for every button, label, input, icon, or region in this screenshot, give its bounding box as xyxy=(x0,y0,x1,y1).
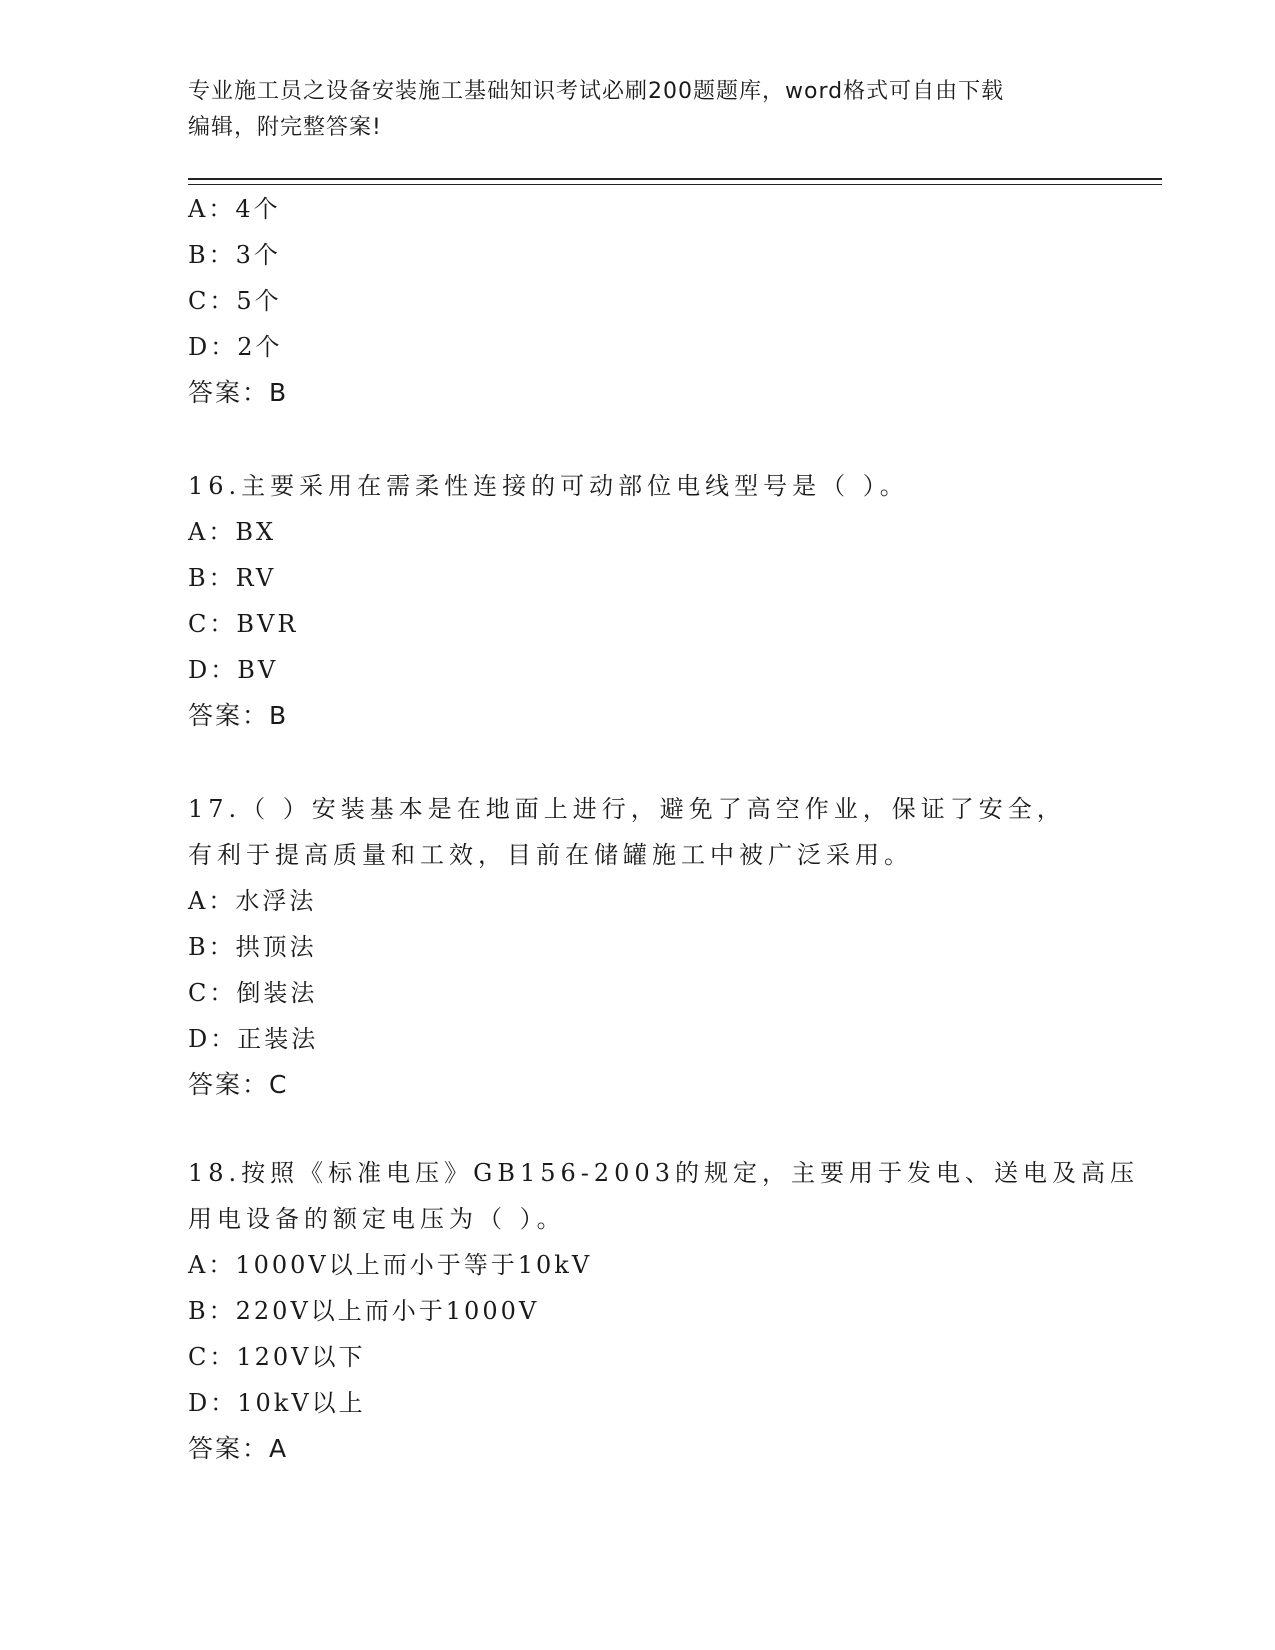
answer: 答案：B xyxy=(188,378,289,407)
option-b: B：220V以上而小于1000V xyxy=(188,1297,540,1325)
option-a: A：水浮法 xyxy=(188,887,317,915)
answer: 答案：A xyxy=(188,1434,289,1463)
question-18 xyxy=(188,1150,1139,1472)
answer: 答案：B xyxy=(188,701,289,730)
option-b: B：RV xyxy=(188,564,277,592)
question-16 xyxy=(188,463,1128,739)
option-c: C：120V以下 xyxy=(188,1343,366,1371)
option-b: B：拱顶法 xyxy=(188,933,317,961)
option-d: D：BV xyxy=(188,656,279,684)
answer: 答案：C xyxy=(188,1070,289,1099)
option-c: C：5个 xyxy=(188,287,282,315)
question-stem: 18.按照《标准电压》GB156-2003的规定，主要用于发电、送电及高压 xyxy=(188,1159,1139,1187)
document-header xyxy=(188,74,1088,146)
question-stem-continued: 用电设备的额定电压为（ ）。 xyxy=(188,1205,566,1233)
option-a: A：BX xyxy=(188,518,277,546)
question-15 xyxy=(188,186,1128,416)
option-c: C：BVR xyxy=(188,610,299,638)
option-c: C：倒装法 xyxy=(188,979,318,1007)
question-17 xyxy=(188,786,1128,1108)
option-d: D：2个 xyxy=(188,333,283,361)
option-d: D：正装法 xyxy=(188,1025,319,1053)
option-b: B：3个 xyxy=(188,241,281,269)
option-d: D：10kV以上 xyxy=(188,1389,366,1417)
question-stem: 17.（ ）安装基本是在地面上进行，避免了高空作业，保证了安全， xyxy=(188,795,1066,823)
question-stem-continued: 有利于提高质量和工效，目前在储罐施工中被广泛采用。 xyxy=(188,841,913,869)
header-line-2: 编辑，附完整答案! xyxy=(188,115,382,140)
question-stem: 16.主要采用在需柔性连接的可动部位电线型号是（ ）。 xyxy=(188,472,909,500)
header-divider-thin xyxy=(188,184,1162,185)
header-divider-thick xyxy=(188,178,1162,180)
header-line-1: 专业施工员之设备安装施工基础知识考试必刷200题题库，word格式可自由下载 xyxy=(188,79,1005,104)
option-a: A：4个 xyxy=(188,195,281,223)
option-a: A：1000V以上而小于等于10kV xyxy=(188,1251,593,1279)
